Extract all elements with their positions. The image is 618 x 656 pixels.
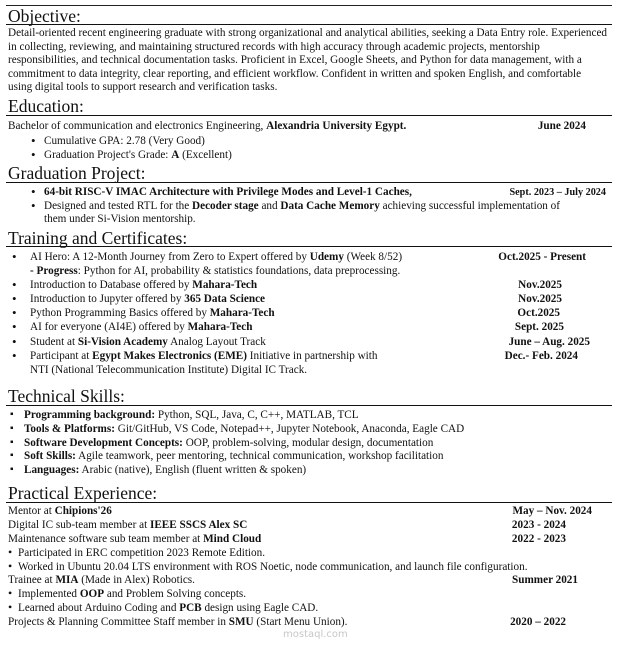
experience-point: • Learned about Arduino Coding and PCB design using Eagle CAD.: [8, 602, 606, 615]
skill-item: ▪ Soft Skills: Agile teamwork, peer mentoring, technical communication, workshop facilitation: [8, 450, 606, 463]
training-item: • Participant at Egypt Makes Electronics (EME) Initiative in partnership with Dec.- Feb. 2024: [8, 350, 606, 363]
education-rule: [6, 115, 612, 116]
training-item: • AI for everyone (AI4E) offered by Mahara-Tech Sept. 2025: [8, 321, 606, 334]
project-name: • 64-bit RISC-V IMAC Architecture with Privilege Modes and Level-1 Caches, Sept. 2023 – July 2024: [8, 186, 606, 199]
skills-rule: [6, 405, 612, 406]
training-rule: [6, 246, 612, 247]
skill-item: ▪ Programming background: Python, SQL, Java, C, C++, MATLAB, TCL: [8, 409, 606, 422]
skill-item: ▪ Software Development Concepts: OOP, problem-solving, modular design, documentation: [8, 437, 606, 450]
training-item: • Introduction to Database offered by Mahara-Tech Nov.2025: [8, 279, 606, 292]
training-item: • Python Programming Basics offered by Mahara-Tech Oct.2025: [8, 307, 606, 320]
skill-item: ▪ Languages: Arabic (native), English (fluent written & spoken): [8, 464, 606, 477]
project-description-cont: them under Si-Vision mentorship.: [44, 213, 196, 225]
experience-item: Projects & Planning Committee Staff member in SMU (Start Menu Union). 2020 – 2022: [8, 616, 566, 628]
project-heading: Graduation Project:: [8, 163, 146, 183]
experience-heading: Practical Experience:: [8, 483, 158, 503]
skills-heading: Technical Skills:: [8, 386, 125, 406]
skill-item: ▪ Tools & Platforms: Git/GitHub, VS Code, Notepad++, Jupyter Notebook, Anaconda, Eagle CAD: [8, 423, 606, 436]
training-item: • Introduction to Jupyter offered by 365 Data Science Nov.2025: [8, 293, 606, 306]
objective-text: Detail-oriented recent engineering graduate with strong organizational and analytical abilities, seeking a Data Entry role. Experienced in collecting, reviewing, and maintaining structured records with high accuracy through academic projects, mentorship responsibilities, and technical documentation tasks. Proficient in Excel, Google Sheets, and Python for data management, with a commitment to data integrity, clear reporting, and efficient workflow. Confident in written and spoken English, and comfortable using digital tools to support research and verification tasks.: [8, 27, 608, 93]
experience-item: Trainee at MIA (Made in Alex) Robotics. Summer 2021: [8, 574, 578, 586]
experience-point: • Implemented OOP and Problem Solving concepts.: [8, 588, 606, 601]
education-date: June 2024: [537, 120, 586, 132]
experience-point: • Worked in Ubuntu 20.04 LTS environment with ROS Noetic, node communication, and launch file configuration.: [8, 561, 606, 574]
training-item-cont: NTI (National Telecommunication Institute) Digital IC Track.: [30, 364, 308, 376]
objective-rule: [6, 24, 612, 25]
training-item: • AI Hero: A 12-Month Journey from Zero to Expert offered by Udemy (Week 8/52) Oct.2025 - Present: [8, 251, 606, 264]
training-progress: - Progress: Python for AI, probability & statistics foundations, data preprocessing.: [30, 265, 401, 277]
training-item: • Student at Si-Vision Academy Analog Layout Track June – Aug. 2025: [8, 336, 606, 349]
objective-heading: Objective:: [8, 6, 81, 26]
education-heading: Education:: [8, 96, 84, 116]
experience-item: Digital IC sub-team member at IEEE SSCS Alex SC 2023 - 2024: [8, 519, 566, 531]
experience-item: Mentor at Chipions'26 May – Nov. 2024: [8, 505, 592, 517]
education-gpa: • Cumulative GPA: 2.78 (Very Good): [8, 135, 606, 148]
experience-item: Maintenance software sub team member at Mind Cloud 2022 - 2023: [8, 533, 566, 545]
education-grade: • Graduation Project's Grade: A (Excellent): [8, 149, 606, 162]
education-degree: Bachelor of communication and electronics Engineering, Alexandria University Egypt. June 2024: [8, 120, 586, 132]
training-heading: Training and Certificates:: [8, 228, 188, 248]
project-description: • Designed and tested RTL for the Decoder stage and Data Cache Memory achieving successful implementation of: [8, 200, 606, 213]
project-date: Sept. 2023 – July 2024: [509, 187, 606, 198]
experience-point: • Participated in ERC competition 2023 Remote Edition.: [8, 547, 606, 560]
project-rule: [6, 182, 612, 183]
experience-rule: [6, 502, 612, 503]
watermark: mostaql.com: [283, 629, 348, 640]
top-rule: [6, 5, 612, 6]
